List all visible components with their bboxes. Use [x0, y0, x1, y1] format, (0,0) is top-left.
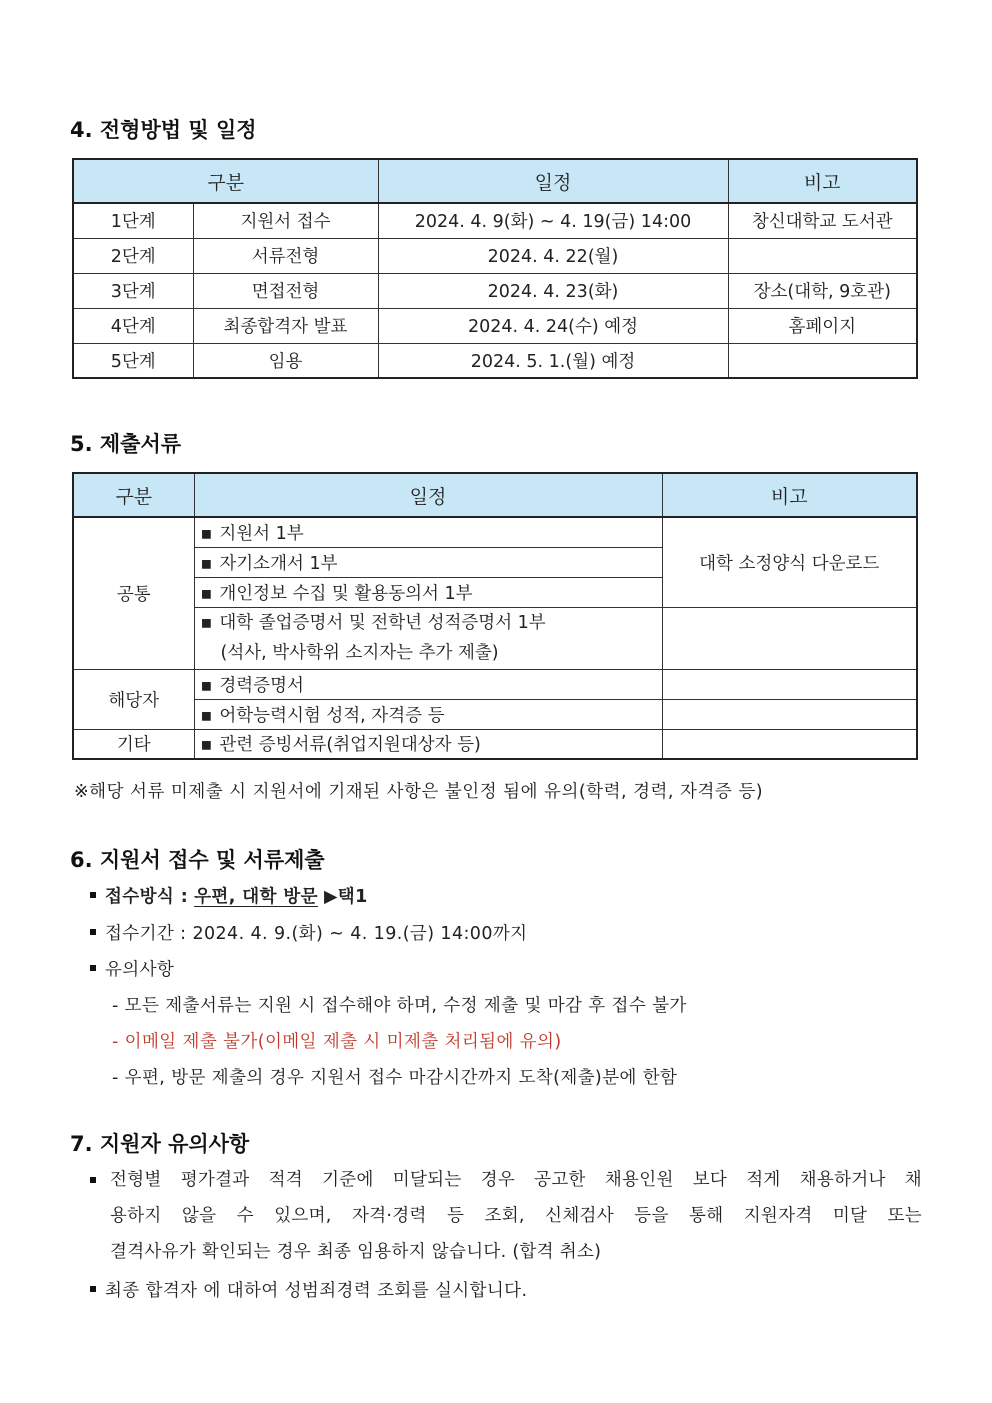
- schedule-cell: 2024. 4. 9(화) ~ 4. 19(금) 14:00: [378, 203, 728, 238]
- step-name-cell: 최종합격자 발표: [193, 308, 378, 343]
- section-5-title: 5. 제출서류: [70, 432, 182, 456]
- note-cell: 장소(대학, 9호관): [728, 273, 917, 308]
- caution-label: 유의사항: [105, 960, 175, 980]
- table-row: [73, 669, 917, 699]
- table-row: [73, 343, 917, 378]
- step-name-cell: 임용: [193, 343, 378, 378]
- method-value: 우편, 대학 방문: [194, 887, 318, 907]
- note-cell: 홈페이지: [728, 308, 917, 343]
- category-common: 공통: [73, 517, 194, 669]
- table-row: [73, 273, 917, 308]
- caution-label-line: [90, 956, 174, 981]
- applicant-notice-2: [90, 1277, 527, 1302]
- caution-item-email: - 이메일 제출 불가(이메일 제출 시 미제출 처리됨에 유의): [112, 1032, 562, 1052]
- common-note-cell: 대학 소정양식 다운로드: [662, 517, 917, 607]
- square-bullet-icon: [90, 965, 96, 971]
- step-cell: 1단계: [73, 203, 193, 238]
- category-other: 기타: [73, 729, 194, 759]
- document-item: ▪ 개인정보 수집 및 활용동의서 1부: [194, 577, 662, 607]
- table-row: [73, 607, 917, 669]
- submission-method-line: [90, 883, 368, 908]
- notice-line: 전형별 평가결과 적격 기준에 미달되는 경우 공고한 채용인원 보다 적게 채용하거나 채: [110, 1170, 922, 1190]
- caution-item: - 모든 제출서류는 지원 시 접수해야 하며, 수정 제출 및 마감 후 접수 불가: [112, 996, 687, 1016]
- notice-text: 최종 합격자 에 대하여 성범죄경력 조회를 실시합니다.: [105, 1281, 528, 1301]
- notice-line: 결격사유가 확인되는 경우 최종 임용하지 않습니다. (합격 취소): [110, 1242, 602, 1262]
- submission-period-line: [90, 920, 527, 945]
- square-bullet-icon: [90, 1286, 96, 1292]
- step-cell: 3단계: [73, 273, 193, 308]
- step-cell: 5단계: [73, 343, 193, 378]
- table-row: [73, 238, 917, 273]
- square-bullet-icon: [90, 929, 96, 935]
- header-note: 비고: [662, 473, 917, 517]
- empty-note-cell: [662, 669, 917, 699]
- table-row: [73, 729, 917, 759]
- schedule-cell: 2024. 4. 23(화): [378, 273, 728, 308]
- schedule-table: [72, 158, 918, 379]
- square-bullet-icon: [90, 892, 96, 898]
- section-4-title: 4. 전형방법 및 일정: [70, 118, 257, 142]
- step-cell: 2단계: [73, 238, 193, 273]
- method-suffix: ▶택1: [323, 887, 368, 907]
- schedule-cell: 2024. 5. 1.(월) 예정: [378, 343, 728, 378]
- empty-note-cell: [662, 699, 917, 729]
- square-bullet-icon: [90, 1177, 96, 1183]
- header-note: 비고: [728, 159, 917, 203]
- documents-table: [72, 472, 918, 760]
- schedule-cell: 2024. 4. 24(수) 예정: [378, 308, 728, 343]
- documents-footnote: ※해당 서류 미제출 시 지원서에 기재된 사항은 불인정 됨에 유의(학력, 경력, 자격증 등): [74, 782, 764, 802]
- submission-period: 접수기간 : 2024. 4. 9.(화) ~ 4. 19.(금) 14:00까지: [105, 924, 528, 944]
- note-cell: 창신대학교 도서관: [728, 203, 917, 238]
- caution-item: - 우편, 방문 제출의 경우 지원서 접수 마감시간까지 도착(제출)분에 한함: [112, 1068, 678, 1088]
- document-item: ▪ 지원서 1부: [194, 517, 662, 547]
- diploma-line-1: ▪ 대학 졸업증명서 및 전학년 성적증명서 1부: [201, 613, 546, 633]
- empty-note-cell: [662, 729, 917, 759]
- header-category: 구분: [73, 159, 378, 203]
- table-row: [73, 203, 917, 238]
- notice-line: 용하지 않을 수 있으며, 자격·경력 등 조회, 신체검사 등을 통해 지원자격 미달 또는: [110, 1206, 922, 1226]
- document-item: ▪ 자기소개서 1부: [194, 547, 662, 577]
- header-schedule: 일정: [194, 473, 662, 517]
- document-item: ▪ 관련 증빙서류(취업지원대상자 등): [194, 729, 662, 759]
- table-row: [73, 699, 917, 729]
- step-name-cell: 지원서 접수: [193, 203, 378, 238]
- section-7-title: 7. 지원자 유의사항: [70, 1132, 250, 1156]
- note-cell: [728, 238, 917, 273]
- empty-note-cell: [662, 607, 917, 669]
- applicant-notice-1: [110, 1162, 922, 1270]
- diploma-line-2: (석사, 박사학위 소지자는 추가 제출): [220, 643, 499, 663]
- step-name-cell: 면접전형: [193, 273, 378, 308]
- note-cell: [728, 343, 917, 378]
- category-applicable: 해당자: [73, 669, 194, 729]
- step-name-cell: 서류전형: [193, 238, 378, 273]
- table-row: [73, 517, 917, 547]
- document-item: ▪ 어학능력시험 성적, 자격증 등: [194, 699, 662, 729]
- table-row: [73, 308, 917, 343]
- section-6-title: 6. 지원서 접수 및 서류제출: [70, 848, 325, 872]
- schedule-cell: 2024. 4. 22(월): [378, 238, 728, 273]
- header-category: 구분: [73, 473, 194, 517]
- document-item-diploma: [194, 607, 662, 669]
- header-schedule: 일정: [378, 159, 728, 203]
- step-cell: 4단계: [73, 308, 193, 343]
- method-label: 접수방식 :: [105, 887, 189, 907]
- document-item: ▪ 경력증명서: [194, 669, 662, 699]
